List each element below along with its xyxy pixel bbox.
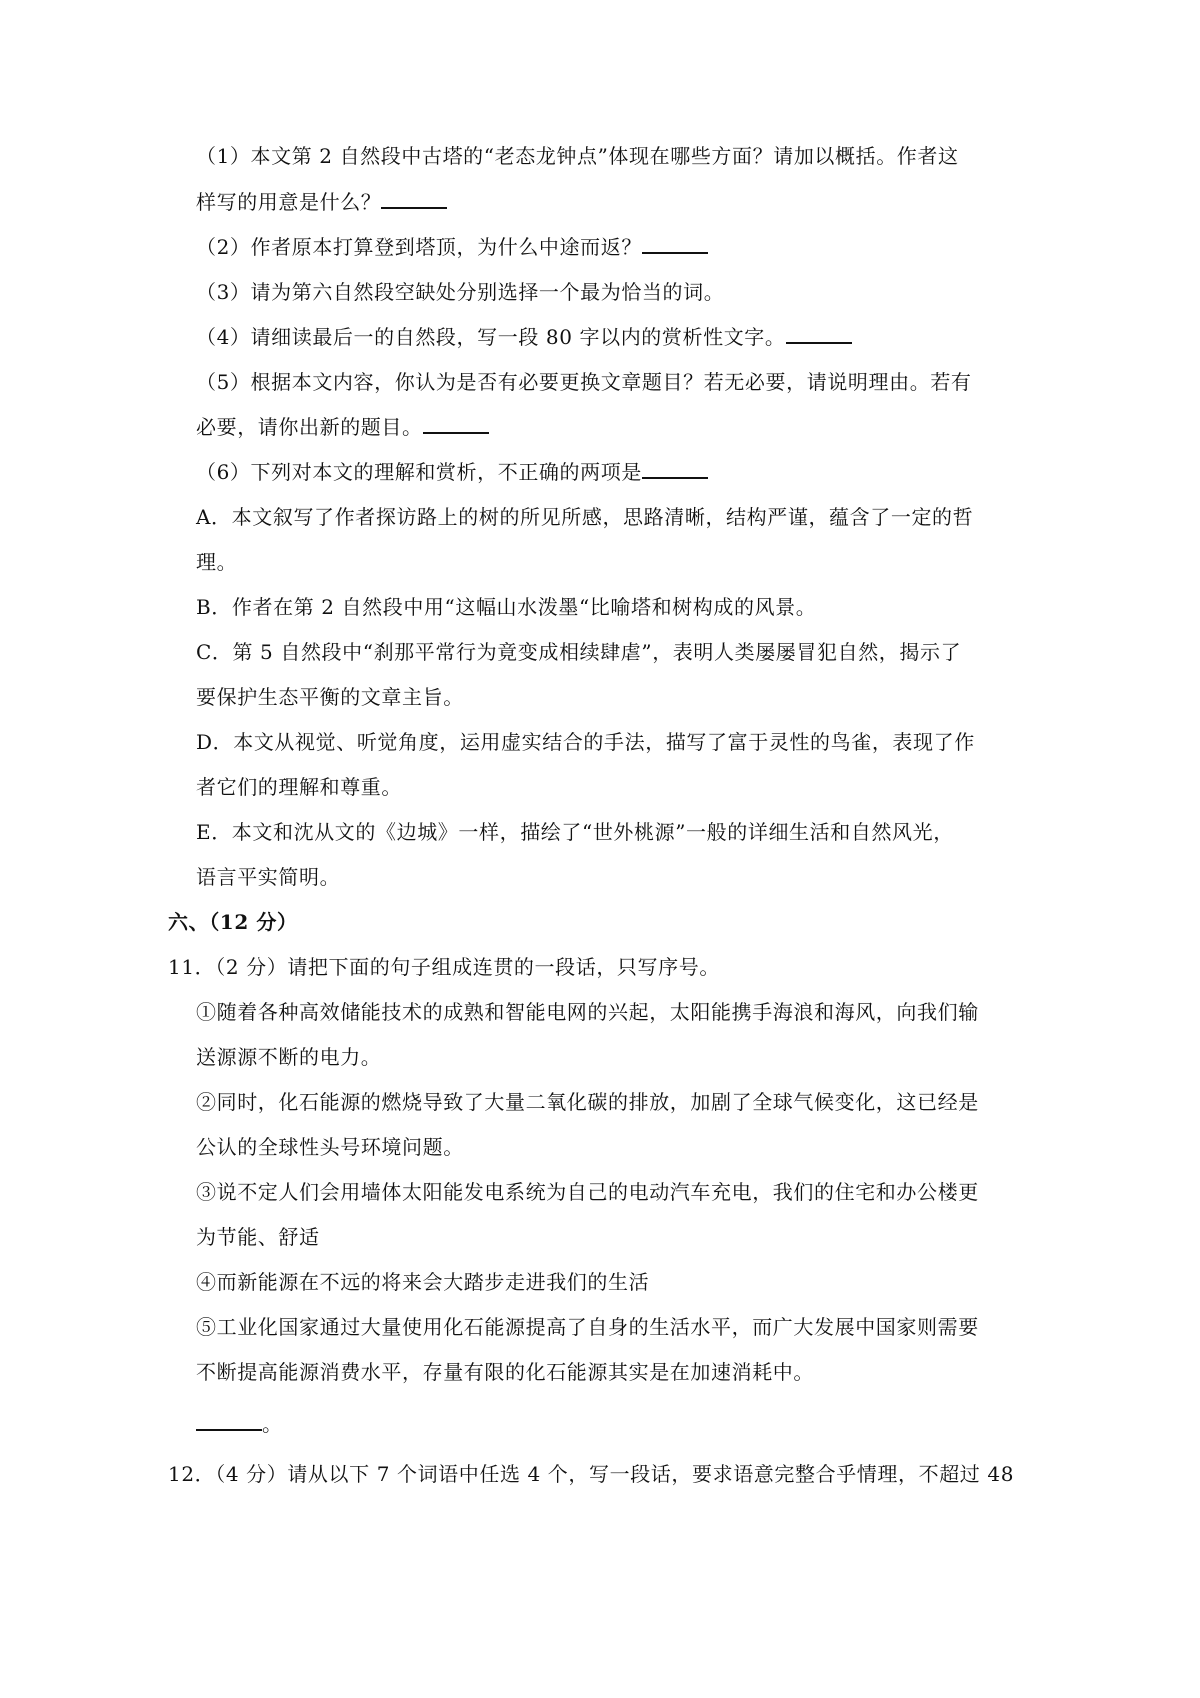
q5-line1 — [196, 369, 1200, 395]
sentence-2-line1-text: ②同时，化石能源的燃烧导致了大量二氧化碳的排放，加剧了全球气候变化，这已经是 — [196, 1090, 979, 1114]
q12-line1-text: 12．（4 分）请从以下 7 个词语中任选 4 个，写一段话，要求语意完整合乎情理，不超过 48 — [168, 1462, 1015, 1486]
option-b-text: B．作者在第 2 自然段中用“这幅山水泼墨“比喻塔和树构成的风景。 — [196, 595, 817, 619]
q5-line1-text: （5）根据本文内容，你认为是否有必要更换文章题目？若无必要，请说明理由。若有 — [196, 370, 972, 394]
q11-title — [168, 954, 720, 980]
sentence-3-line2-text: 为节能、舒适 — [196, 1225, 320, 1249]
sentence-2-line2 — [196, 1134, 464, 1160]
q11-answer — [196, 1411, 283, 1437]
sentence-2-line2-text: 公认的全球性头号环境问题。 — [196, 1135, 464, 1159]
q1-line2 — [196, 189, 447, 215]
q5-line2-text: 必要，请你出新的题目。 — [196, 415, 423, 439]
q6 — [196, 459, 708, 485]
answer-blank[interactable] — [642, 234, 708, 254]
q12-line1 — [168, 1461, 1200, 1487]
option-e-line2-text: 语言平实简明。 — [196, 865, 341, 889]
option-d-line1-text: D．本文从视觉、听觉角度，运用虚实结合的手法，描写了富于灵性的鸟雀，表现了作 — [196, 730, 975, 754]
sentence-4 — [196, 1269, 649, 1295]
option-d-line2 — [196, 774, 402, 800]
sentence-1-line2 — [196, 1044, 381, 1070]
sentence-1-line1 — [196, 999, 1200, 1025]
q3 — [196, 279, 724, 305]
option-c-line1-text: C．第 5 自然段中“刹那平常行为竟变成相续肆虐”，表明人类屡屡冒犯自然，揭示了 — [196, 640, 962, 664]
answer-blank[interactable] — [423, 414, 489, 434]
sentence-4-text: ④而新能源在不远的将来会大踏步走进我们的生活 — [196, 1270, 650, 1294]
section-heading-text: 六、（12 分） — [168, 910, 298, 934]
sentence-2-line1 — [196, 1089, 1200, 1115]
option-e-line2 — [196, 864, 340, 890]
answer-blank[interactable] — [786, 324, 852, 344]
sentence-1-line2-text: 送源源不断的电力。 — [196, 1045, 382, 1069]
q5-line2 — [196, 414, 489, 440]
answer-blank[interactable] — [381, 189, 447, 209]
answer-suffix: 。 — [262, 1412, 283, 1436]
q1-line2-text: 样写的用意是什么？ — [196, 190, 382, 214]
q4 — [196, 324, 852, 350]
sentence-3-line2 — [196, 1224, 320, 1250]
q2-text: （2）作者原本打算登到塔顶，为什么中途而返？ — [196, 235, 642, 259]
option-c-line2-text: 要保护生态平衡的文章主旨。 — [196, 685, 464, 709]
q1-line1-text: （1）本文第 2 自然段中古塔的“老态龙钟点”体现在哪些方面？请加以概括。作者这 — [196, 144, 959, 168]
option-c-line2 — [196, 684, 464, 710]
sentence-3-line1-text: ③说不定人们会用墙体太阳能发电系统为自己的电动汽车充电，我们的住宅和办公楼更 — [196, 1180, 979, 1204]
option-a-line2 — [196, 549, 237, 575]
option-a-line1-text: A．本文叙写了作者探访路上的树的所见所感，思路清晰，结构严谨，蕴含了一定的哲 — [196, 505, 974, 529]
section-heading — [168, 909, 298, 935]
sentence-1-line1-text: ①随着各种高效储能技术的成熟和智能电网的兴起，太阳能携手海浪和海风，向我们输 — [196, 1000, 979, 1024]
answer-blank[interactable] — [642, 459, 708, 479]
option-d-line2-text: 者它们的理解和尊重。 — [196, 775, 402, 799]
q2 — [196, 234, 708, 260]
option-c-line1 — [196, 639, 1200, 665]
sentence-5-line1-text: ⑤工业化国家通过大量使用化石能源提高了自身的生活水平，而广大发展中国家则需要 — [196, 1315, 979, 1339]
q11-title-text: 11．（2 分）请把下面的句子组成连贯的一段话，只写序号。 — [168, 955, 720, 979]
sentence-5-line2 — [196, 1359, 814, 1385]
q1-line1 — [196, 143, 1200, 169]
answer-blank[interactable] — [196, 1411, 262, 1431]
sentence-5-line1 — [196, 1314, 1200, 1340]
option-b — [196, 594, 816, 620]
sentence-5-line2-text: 不断提高能源消费水平，存量有限的化石能源其实是在加速消耗中。 — [196, 1360, 814, 1384]
option-a-line2-text: 理。 — [196, 550, 238, 574]
option-a-line1 — [196, 504, 1200, 530]
q6-text: （6）下列对本文的理解和赏析，不正确的两项是 — [196, 460, 642, 484]
option-d-line1 — [196, 729, 1200, 755]
option-e-line1 — [196, 819, 1200, 845]
q4-text: （4）请细读最后一的自然段，写一段 80 字以内的赏析性文字。 — [196, 325, 786, 349]
option-e-line1-text: E．本文和沈从文的《边城》一样，描绘了“世外桃源”一般的详细生活和自然风光， — [196, 820, 954, 844]
sentence-3-line1 — [196, 1179, 1200, 1205]
q3-text: （3）请为第六自然段空缺处分别选择一个最为恰当的词。 — [196, 280, 725, 304]
